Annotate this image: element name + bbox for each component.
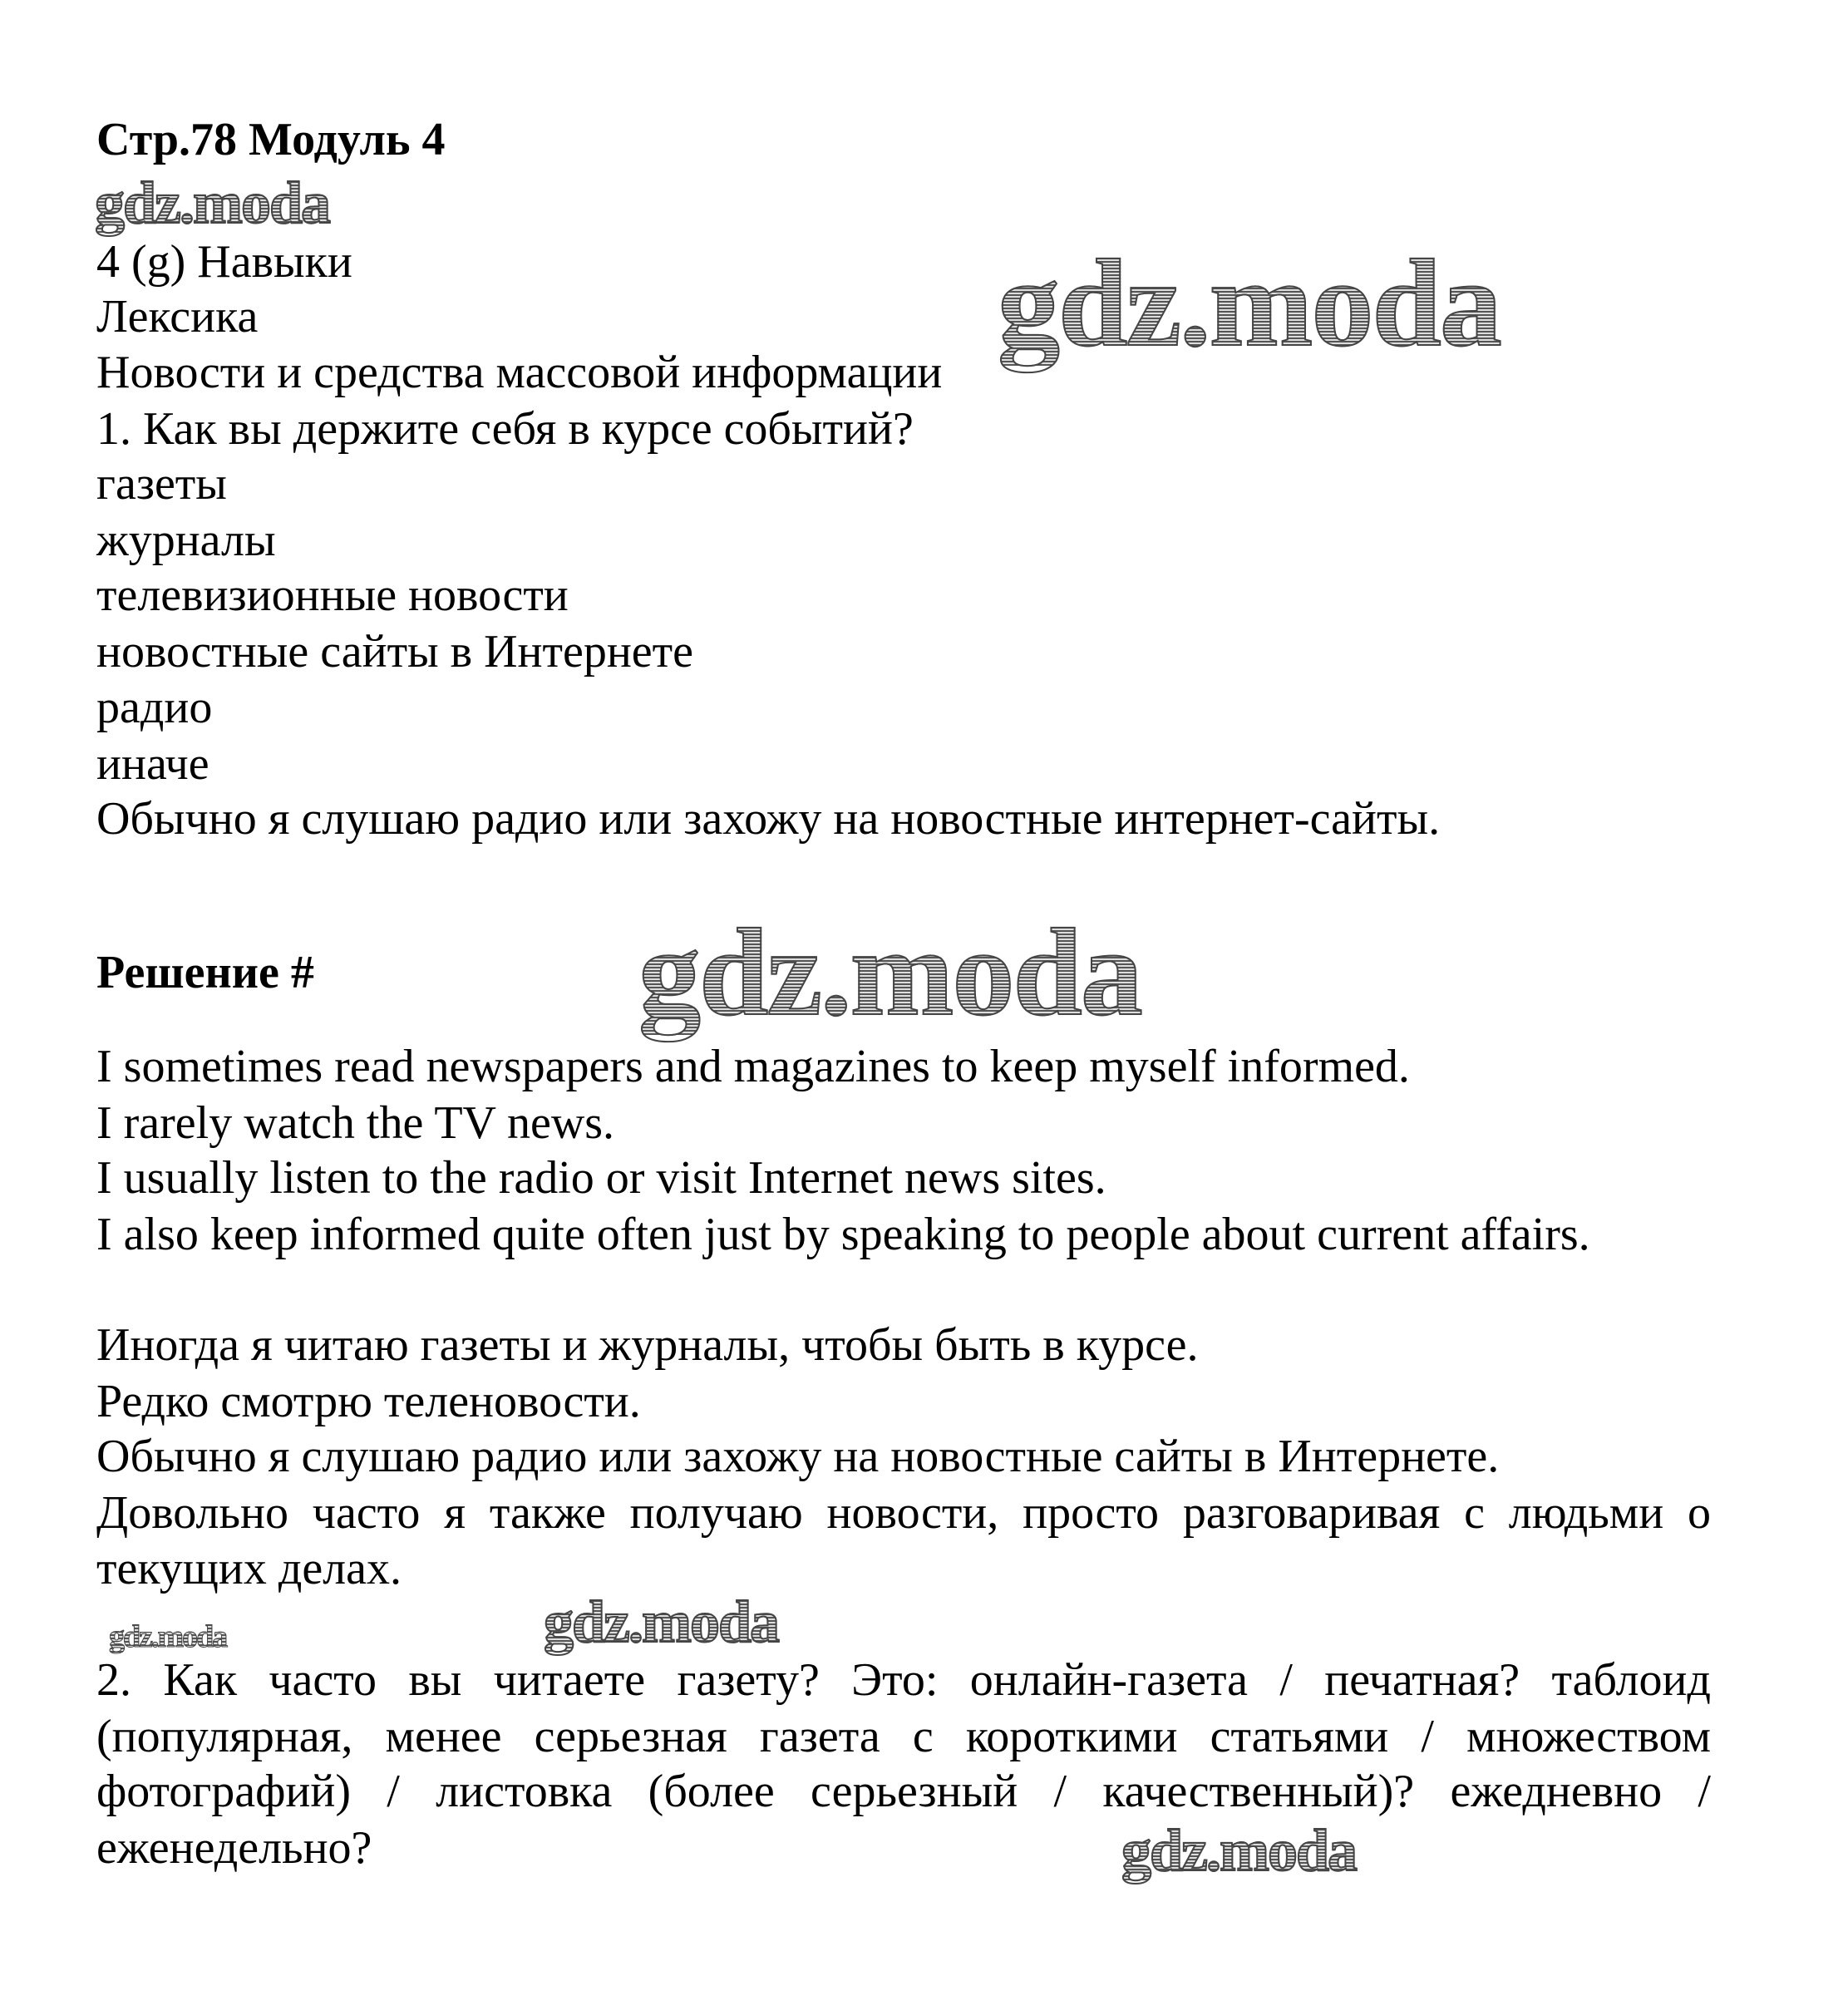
watermark: gdz.moda xyxy=(95,170,330,236)
russian-line: Иногда я читаю газеты и журналы, чтобы быть в курсе. xyxy=(96,1319,1199,1371)
russian-line: текущих делах. xyxy=(96,1543,402,1594)
option-item: газеты xyxy=(96,458,227,510)
watermark: gdz.moda xyxy=(638,904,1141,1042)
option-item: иначе xyxy=(96,738,209,790)
section-title: 4 (g) Навыки xyxy=(96,236,352,288)
page-title: Стр.78 Модуль 4 xyxy=(96,114,446,165)
english-line: I also keep informed quite often just by speaking to people about current affairs. xyxy=(96,1209,1590,1260)
option-item: новостные сайты в Интернете xyxy=(96,626,693,677)
russian-line: Довольно часто я также получаю новости, просто разговаривая с людьми о xyxy=(96,1487,1711,1539)
russian-line: Редко смотрю теленовости. xyxy=(96,1376,641,1427)
question-2-line: (популярная, менее серьезная газета с короткими статьями / множеством xyxy=(96,1711,1711,1762)
english-line: I usually listen to the radio or visit Internet news sites. xyxy=(96,1152,1106,1204)
topic-title: Новости и средства массовой информации xyxy=(96,347,943,398)
question-2-line: фотографий) / листовка (более серьезный / качественный)? ежедневно / xyxy=(96,1766,1711,1817)
question-1: 1. Как вы держите себя в курсе событий? xyxy=(96,403,914,455)
watermark: gdz.moda xyxy=(998,234,1501,372)
subsection-title: Лексика xyxy=(96,291,259,342)
question-2-line: еженедельно? xyxy=(96,1822,372,1874)
english-line: I sometimes read newspapers and magazines to keep myself informed. xyxy=(96,1041,1410,1092)
option-item: радио xyxy=(96,682,213,733)
option-item: журналы xyxy=(96,515,276,566)
option-item: телевизионные новости xyxy=(96,569,569,621)
russian-line: Обычно я слушаю радио или захожу на новостные сайты в Интернете. xyxy=(96,1431,1500,1482)
solution-heading: Решение # xyxy=(96,947,314,998)
watermark: gdz.moda xyxy=(109,1619,227,1654)
question-2-line: 2. Как часто вы читаете газету? Это: онлайн-газета / печатная? таблоид xyxy=(96,1654,1711,1706)
english-line: I rarely watch the TV news. xyxy=(96,1097,615,1149)
watermark: gdz.moda xyxy=(544,1589,779,1655)
watermark: gdz.moda xyxy=(1121,1817,1357,1884)
example-answer: Обычно я слушаю радио или захожу на новостные интернет-сайты. xyxy=(96,793,1441,845)
